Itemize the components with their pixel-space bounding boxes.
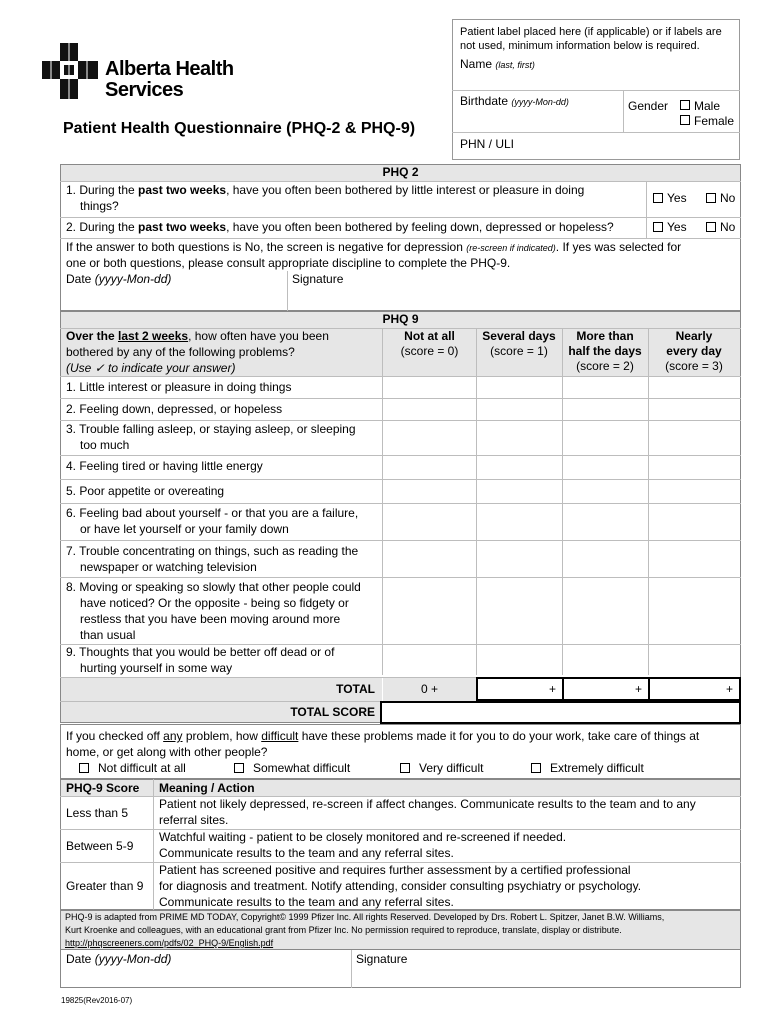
phq9-item-9: 9. Thoughts that you would be better off dead or of — [66, 645, 335, 659]
phq9-intro: Over the last 2 weeks, how often have you been — [66, 329, 329, 343]
patient-label-line-1: Patient label placed here (if applicable) or if labels are — [460, 26, 722, 38]
phq2-q2-no-label: No — [720, 220, 736, 234]
phq2-date-field[interactable]: Date (yyyy-Mon-dd) — [66, 272, 172, 286]
phq9-item-6: 6. Feeling bad about yourself - or that you are a failure, — [66, 506, 359, 520]
birthdate-field[interactable] — [460, 94, 569, 109]
phq2-title: PHQ 2 — [382, 165, 419, 179]
phq9-item-5: 5. Poor appetite or overeating — [66, 484, 225, 498]
birthdate-label: Birthdate — [460, 94, 509, 108]
phq9-item-8: 8. Moving or speaking so slowly that other people could — [66, 580, 361, 594]
scoring-row-3-line-3: Communicate results to the team and any referral sites. — [159, 895, 454, 909]
gender-male-label: Male — [694, 99, 721, 113]
scoring-row-2-line-1: Watchful waiting - patient to be closely monitored and re-screened if needed. — [159, 830, 567, 844]
scoring-row-2-line-2: Communicate results to the team and any referral sites. — [159, 846, 454, 860]
phq9-item-3-cont: too much — [80, 438, 130, 452]
phq2-signature-field[interactable]: Signature — [292, 272, 344, 286]
ahs-logo-mark-icon — [42, 43, 98, 99]
difficulty-question: If you checked off any problem, how difficult have these problems made it for you to do your work, take care of things at — [66, 729, 700, 743]
phq9-item-8-cont-1: have noticed? Or the opposite - being so fidgety or — [80, 596, 349, 610]
footer-date-field[interactable]: Date (yyyy-Mon-dd) — [66, 952, 172, 966]
phq2-question-1-cont: things? — [80, 199, 119, 213]
phq2-q1-yes-checkbox[interactable] — [653, 193, 663, 203]
difficulty-option-3-checkbox[interactable] — [400, 763, 410, 773]
total-label: TOTAL — [336, 682, 375, 696]
scoring-row-3-line-1: Patient has screened positive and requires further assessment by a certified professional — [159, 863, 631, 877]
total-nearly-every-day: + — [725, 682, 733, 696]
name-hint: (last, first) — [495, 60, 535, 70]
scoring-row-3-score: Greater than 9 — [66, 879, 144, 893]
credit-link[interactable]: http://phqscreeners.com/pdfs/02_PHQ-9/English.pdf — [65, 938, 274, 948]
difficulty-option-4-checkbox[interactable] — [531, 763, 541, 773]
difficulty-option-3-label: Very difficult — [419, 761, 484, 775]
logo-line-2: Services — [105, 79, 184, 101]
difficulty-option-2-label: Somewhat difficult — [253, 761, 351, 775]
difficulty-option-1-checkbox[interactable] — [79, 763, 89, 773]
patient-label-line-2: not used, minimum information below is required. — [460, 40, 700, 52]
phq9-item-4: 4. Feeling tired or having little energy — [66, 459, 263, 473]
phq9-intro-instr: (Use ✓ to indicate your answer) — [66, 361, 236, 375]
phq9-item-3: 3. Trouble falling asleep, or staying asleep, or sleeping — [66, 422, 356, 436]
phq9-intro-cont: bothered by any of the following problems? — [66, 345, 295, 359]
phq9-item-6-cont: or have let yourself or your family down — [80, 522, 289, 536]
difficulty-option-4-label: Extremely difficult — [550, 761, 644, 775]
phq2-q1-no-checkbox[interactable] — [706, 193, 716, 203]
phn-label: PHN / ULI — [460, 137, 515, 151]
total-several-days: + — [548, 682, 556, 696]
scoring-row-1-score: Less than 5 — [66, 806, 129, 820]
difficulty-question-cont: home, or get along with other people? — [66, 745, 268, 759]
scoring-row-2-score: Between 5-9 — [66, 839, 134, 853]
gender-female-label: Female — [694, 114, 735, 128]
phq2-q2-yes-label: Yes — [667, 220, 687, 234]
form-code: 19825(Rev2016-07) — [61, 996, 133, 1005]
phn-field[interactable] — [460, 137, 514, 152]
phq2-q2-yes-checkbox[interactable] — [653, 222, 663, 232]
phq2-q1-yes-label: Yes — [667, 191, 687, 205]
footer-signature-field[interactable]: Signature — [356, 952, 408, 966]
phq9-item-2: 2. Feeling down, depressed, or hopeless — [66, 402, 283, 416]
phq9-item-7-cont: newspaper or watching television — [80, 560, 257, 574]
phq9-item-7: 7. Trouble concentrating on things, such as reading the — [66, 544, 359, 558]
col-several-days: Several days (score = 1) — [482, 329, 556, 358]
gender-female-checkbox[interactable] — [680, 115, 690, 125]
scoring-col-meaning: Meaning / Action — [159, 781, 255, 795]
name-label: Name — [460, 57, 493, 71]
phq9-item-8-cont-2: restless that you have been moving around more — [80, 612, 341, 626]
total-more-than-half: + — [634, 682, 642, 696]
col-nearly-every-day: Nearly every day (score = 3) — [665, 329, 723, 373]
logo-line-1: Alberta Health — [105, 58, 234, 80]
col-not-at-all: Not at all (score = 0) — [400, 329, 459, 358]
phq2-question-1: 1. During the past two weeks, have you often been bothered by little interest or pleasure in doing — [66, 183, 585, 197]
phq9-item-8-cont-3: than usual — [80, 628, 136, 642]
gender-label: Gender — [628, 99, 669, 113]
phq2-instructions: If the answer to both questions is No, the screen is negative for depression (re-screen if indicated). If yes was selected for — [66, 240, 682, 254]
total-score-input[interactable] — [380, 701, 741, 724]
difficulty-option-1-label: Not difficult at all — [98, 761, 186, 775]
phq9-item-9-cont: hurting yourself in some way — [80, 661, 233, 675]
phq2-q1-no-label: No — [720, 191, 736, 205]
phq2-q2-no-checkbox[interactable] — [706, 222, 716, 232]
name-field[interactable] — [460, 57, 535, 73]
col-more-than-half: More than half the days (score = 2) — [568, 329, 642, 373]
ahs-logo — [42, 43, 234, 101]
scoring-row-1-line-1: Patient not likely depressed, re-screen if affect changes. Communicate results to the team and to any — [159, 797, 696, 811]
difficulty-option-2-checkbox[interactable] — [234, 763, 244, 773]
birthdate-hint: (yyyy-Mon-dd) — [511, 97, 569, 107]
form-title: Patient Health Questionnaire (PHQ-2 & PHQ-9) — [63, 120, 416, 137]
scoring-row-1-line-2: referral sites. — [159, 813, 229, 827]
scoring-row-3-line-2: for diagnosis and treatment. Notify attending, consider consulting psychiatry or psychology. — [159, 879, 642, 893]
phq9-title: PHQ 9 — [382, 312, 419, 326]
total-score-label: TOTAL SCORE — [290, 705, 375, 719]
credit-line-2: Kurt Kroenke and colleagues, with an educational grant from Pfizer Inc. No permission required to reproduce, translate, display or distribute. — [65, 925, 622, 935]
phq2-question-2: 2. During the past two weeks, have you often been bothered by feeling down, depressed or hopeless? — [66, 220, 614, 234]
scoring-col-score: PHQ-9 Score — [66, 781, 140, 795]
phq2-instructions-cont: one or both questions, please consult appropriate discipline to complete the PHQ-9. — [66, 256, 511, 270]
total-not-at-all: 0 + — [420, 682, 438, 696]
credit-line-1: PHQ-9 is adapted from PRIME MD TODAY, Copyright© 1999 Pfizer Inc. All rights Reserved. Developed by Drs. Robert L. Spitzer, Janet B.W. Williams, — [65, 912, 665, 922]
phq9-item-1: 1. Little interest or pleasure in doing things — [66, 380, 292, 394]
gender-male-checkbox[interactable] — [680, 100, 690, 110]
